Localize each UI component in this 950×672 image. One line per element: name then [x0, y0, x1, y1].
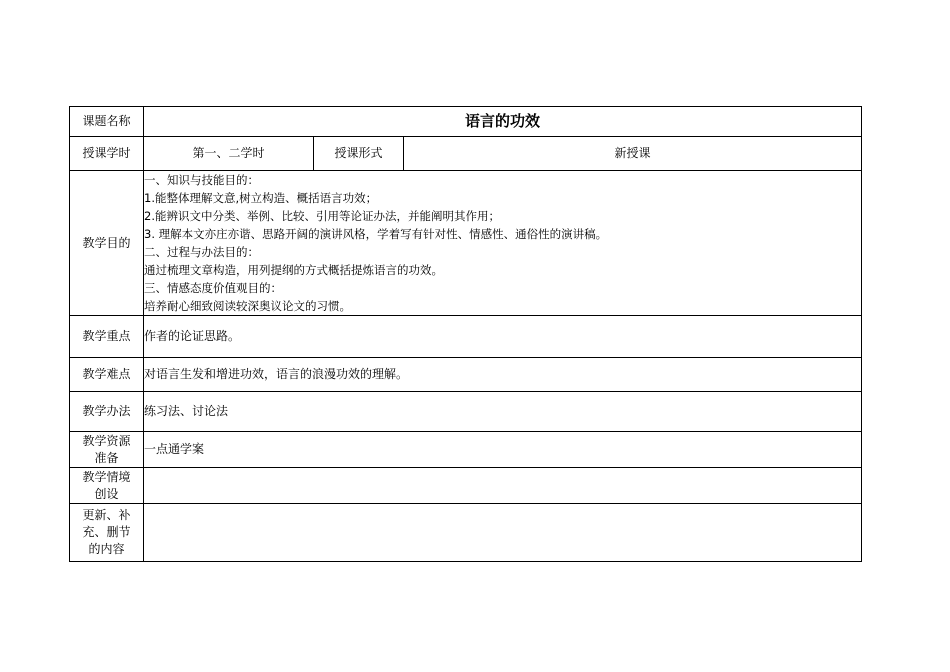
difficulties-label: 教学难点 [70, 358, 144, 392]
resources-label-line: 教学资源 [82, 433, 131, 448]
updates-label-line: 充、删节 [82, 525, 131, 539]
row-objectives [70, 171, 862, 316]
updates-label [70, 504, 144, 562]
row-methods [70, 392, 862, 432]
row-course-name [70, 107, 862, 137]
scenario-label-line: 创设 [94, 486, 119, 501]
row-scenario [70, 468, 862, 504]
objectives-line: 通过梳理文章构造，用列提纲的方式概括提炼语言的功效。 [144, 263, 443, 277]
updates-label-line: 更新、补 [82, 508, 131, 522]
objectives-line: 三、情感态度价值观目的： [144, 281, 282, 295]
key-points-label: 教学重点 [70, 316, 144, 358]
objectives-label: 教学目的 [70, 171, 144, 316]
objectives-line: 培养耐心细致阅读较深奥议论文的习惯。 [144, 299, 351, 313]
updates-label-line: 的内容 [88, 542, 125, 556]
periods-value: 第一、二学时 [144, 137, 314, 171]
course-name-value: 语言的功效 [144, 107, 862, 137]
periods-label: 授课学时 [70, 137, 144, 171]
objectives-line: 2.能辨识文中分类、举例、比较、引用等论证办法，并能阐明其作用； [144, 209, 500, 223]
form-label: 授课形式 [314, 137, 404, 171]
objectives-line: 3. 理解本文亦庄亦谐、思路开阔的演讲风格，学着写有针对性、情感性、通俗性的演讲稿。 [144, 227, 608, 241]
updates-value [144, 504, 862, 562]
row-key-points [70, 316, 862, 358]
objectives-content [144, 171, 862, 316]
methods-value: 练习法、讨论法 [144, 392, 862, 432]
scenario-label [70, 468, 144, 504]
resources-value: 一点通学案 [144, 432, 862, 468]
row-updates [70, 504, 862, 562]
form-value: 新授课 [404, 137, 862, 171]
lesson-plan-table [69, 106, 862, 562]
course-name-label: 课题名称 [70, 107, 144, 137]
row-difficulties [70, 358, 862, 392]
row-resources [70, 432, 862, 468]
resources-label [70, 432, 144, 468]
objectives-line: 二、过程与办法目的： [144, 245, 259, 259]
resources-label-line: 准备 [94, 450, 119, 465]
scenario-label-line: 教学情境 [82, 469, 131, 484]
scenario-value [144, 468, 862, 504]
row-periods [70, 137, 862, 171]
objectives-line: 一、知识与技能目的： [144, 173, 259, 187]
objectives-line: 1.能整体理解文意,树立构造、概括语言功效； [144, 191, 378, 205]
key-points-value: 作者的论证思路。 [144, 316, 862, 358]
methods-label: 教学办法 [70, 392, 144, 432]
difficulties-value: 对语言生发和增进功效，语言的浪漫功效的理解。 [144, 358, 862, 392]
